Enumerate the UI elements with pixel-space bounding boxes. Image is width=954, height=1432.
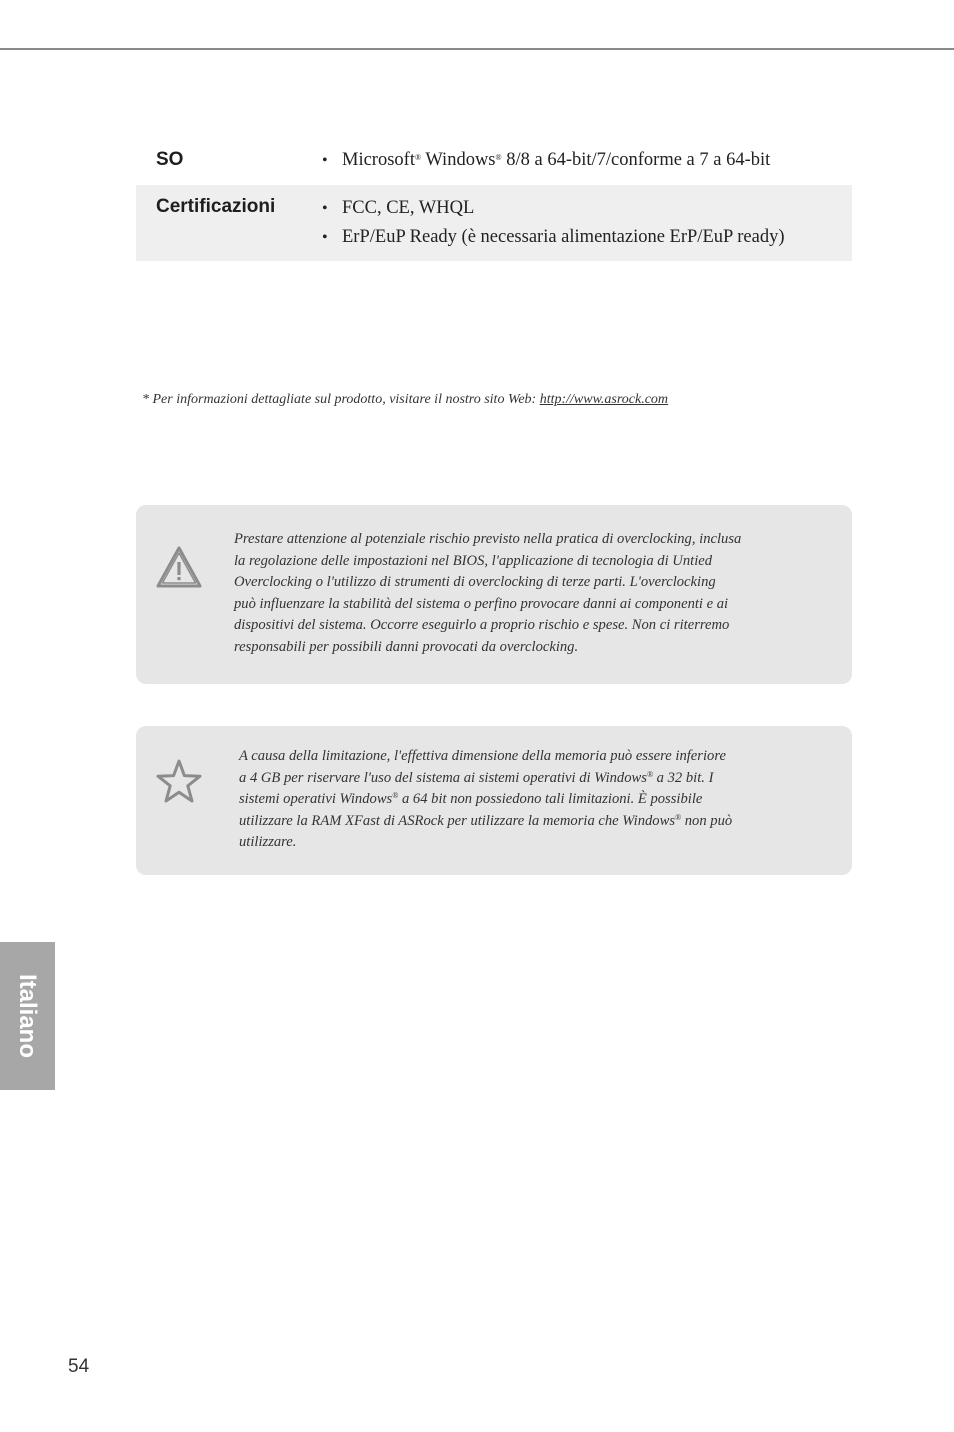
info-note-text: [239, 746, 732, 854]
note-line: sistemi operativi Windows® a 64 bit non possiedono tali limitazioni. È possibile: [239, 791, 703, 808]
spec-item: • Microsoft® Windows® 8/8 a 64-bit/7/conforme a 7 a 64-bit: [322, 146, 852, 175]
note-line: a 4 GB per riservare l'uso del sistema ai sistemi operativi di Windows® a 32 bit. I: [239, 769, 714, 786]
language-side-tab-label: Italiano: [14, 973, 41, 1059]
spec-table: [136, 136, 852, 261]
footnote-text: * Per informazioni dettagliate sul prodotto, visitare il nostro sito Web:: [142, 392, 540, 407]
note-line: utilizzare la RAM XFast di ASRock per utilizzare la memoria che Windows® non può: [239, 812, 733, 829]
spec-item: • FCC, CE, WHQL: [322, 194, 852, 223]
note-line: Overclocking o l'utilizzo di strumenti di overclocking di terze parti. L'overclocking: [234, 574, 716, 591]
language-side-tab: [0, 942, 55, 1090]
warning-triangle-icon: [155, 545, 203, 594]
spec-values-certifications: [302, 194, 852, 261]
note-line: utilizzare.: [239, 834, 297, 851]
spec-row-os: [136, 136, 852, 185]
website-link[interactable]: http://www.asrock.com: [539, 392, 669, 407]
star-icon: [155, 758, 203, 809]
note-line: Prestare attenzione al potenziale rischio previsto nella pratica di overclocking, inclusa: [234, 531, 742, 547]
note-line: dispositivi del sistema. Occorre eseguirlo a proprio rischio e spese. Non ci riterremo: [234, 617, 730, 634]
warning-note-text: [234, 529, 741, 659]
note-line: responsabili per possibili danni provocati da overclocking.: [234, 638, 579, 655]
page-number: 54: [68, 1356, 90, 1377]
spec-label-certifications: Certificazioni: [156, 196, 276, 217]
note-line: A causa della limitazione, l'effettiva dimensione della memoria può essere inferiore: [239, 748, 726, 764]
spec-row-certifications: [136, 185, 852, 261]
spec-label-os: SO: [156, 149, 184, 170]
spec-values-os: [302, 146, 852, 175]
header-rule: [0, 48, 954, 50]
spec-item: • ErP/EuP Ready (è necessaria alimentazione ErP/EuP ready): [322, 223, 852, 252]
note-line: la regolazione delle impostazioni nel BIOS, l'applicazione di tecnologia di Untied: [234, 552, 713, 569]
note-line: può influenzare la stabilità del sistema o perfino provocare danni ai componenti e ai: [234, 595, 729, 612]
info-note-box: [136, 726, 852, 875]
warning-note-box: [136, 505, 852, 684]
footnote: [142, 392, 668, 408]
